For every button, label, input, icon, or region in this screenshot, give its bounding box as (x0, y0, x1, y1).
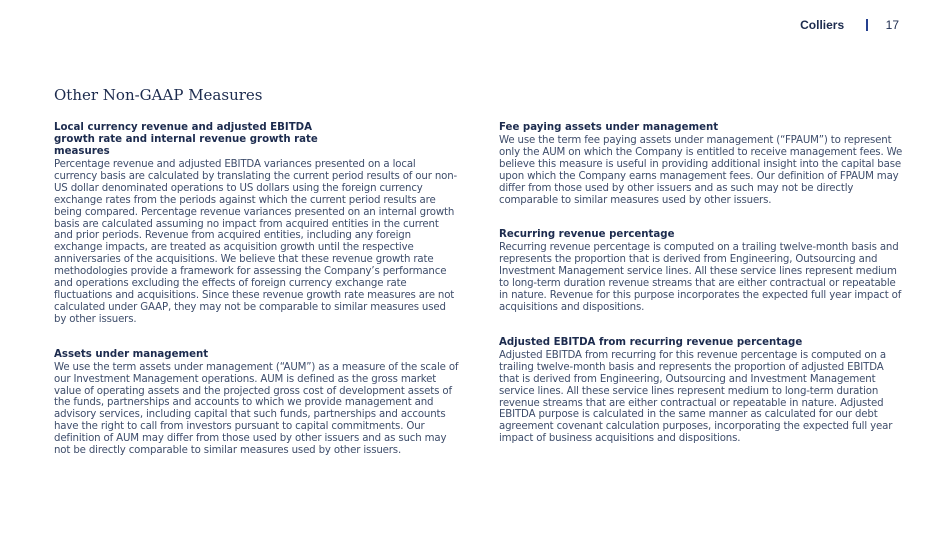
left-column (54, 122, 459, 457)
section-fee-paying-aum (499, 122, 904, 206)
section-heading: Adjusted EBITDA from recurring revenue percentage (499, 336, 803, 348)
section-adjusted-ebitda-recurring (499, 337, 904, 445)
section-heading: Assets under management (54, 348, 209, 360)
section-body: We use the term fee paying assets under management (“FPAUM”) to represent only the AUM on which the Company is entitled to receive management fees. We believe this measure is useful in providing additional insight into the capital base upon which the Company earns management fees. Our definition of FPAUM may differ from those used by other issuers and as such may not be directly comparable to similar measures used by other issuers. (499, 135, 903, 206)
page-number: 17 (885, 18, 899, 32)
section-heading: Fee paying assets under management (499, 122, 719, 133)
section-assets-under-management (54, 349, 459, 457)
section-body: Recurring revenue percentage is computed on a trailing twelve-month basis and represents the proportion that is derived from Engineering, Outsourcing and Investment Management service lines. All these service lines represent medium to long-term duration revenue streams that are either contractual or repeatable in nature. Revenue for this purpose incorporates the expected full year impact of acquisitions and dispositions. (499, 242, 902, 313)
right-column (499, 122, 904, 445)
section-local-currency-growth (54, 122, 346, 158)
page-header (800, 18, 899, 32)
section-recurring-revenue (499, 229, 904, 313)
section-heading: Recurring revenue percentage (499, 229, 675, 241)
section-local-currency-growth-body (54, 159, 459, 326)
section-body: Adjusted EBITDA from recurring for this revenue percentage is computed on a trailing twelve-month basis and represents the proportion of adjusted EBITDA that is derived from Engineering, Outsourcing and Investment Management service lines. All these service lines represent medium to long-term duration revenue streams that are either contractual or repeatable in nature. Adjusted EBITDA purpose is calculated in the same manner as calculated for our debt agreement covenant calculation purposes, incorporating the expected full year impact of business acquisitions and dispositions. (499, 349, 893, 445)
page-title: Other Non-GAAP Measures (54, 86, 263, 104)
header-divider (866, 19, 868, 31)
brand-logo-text: Colliers (800, 18, 845, 32)
section-body: We use the term assets under management (“AUM”) as a measure of the scale of our Investment Management operations. AUM is defined as the gross market value of operating assets and the projected gross cost of development assets of the funds, partnerships and accounts to which we provide management and advisory services, including capital that such funds, partnerships and accounts have the right to call from investors pursuant to capital commitments. Our definition of AUM may differ from those used by other issuers and as such may not be directly comparable to similar measures used by other issuers. (54, 361, 459, 457)
section-body: Percentage revenue and adjusted EBITDA variances presented on a local currency basis are calculated by translating the current period results of our non-US dollar denominated operations to US dollars using the foreign currency exchange rates from the periods against which the current period results are being compared. Percentage revenue variances presented on an internal growth basis are calculated assuming no impact from acquired entities in the current and prior periods. Revenue from acquired entities, including any foreign exchange impacts, are treated as acquisition growth until the respective anniversaries of the acquisitions. We believe that these revenue growth rate methodologies provide a framework for assessing the Company’s performance and operations excluding the effects of foreign currency exchange rate fluctuations and acquisitions. Since these revenue growth rate measures are not calculated under GAAP, they may not be comparable to similar measures used by other issuers. (54, 159, 458, 325)
section-heading: Local currency revenue and adjusted EBITDA growth rate and internal revenue growth rate measures (54, 122, 318, 157)
